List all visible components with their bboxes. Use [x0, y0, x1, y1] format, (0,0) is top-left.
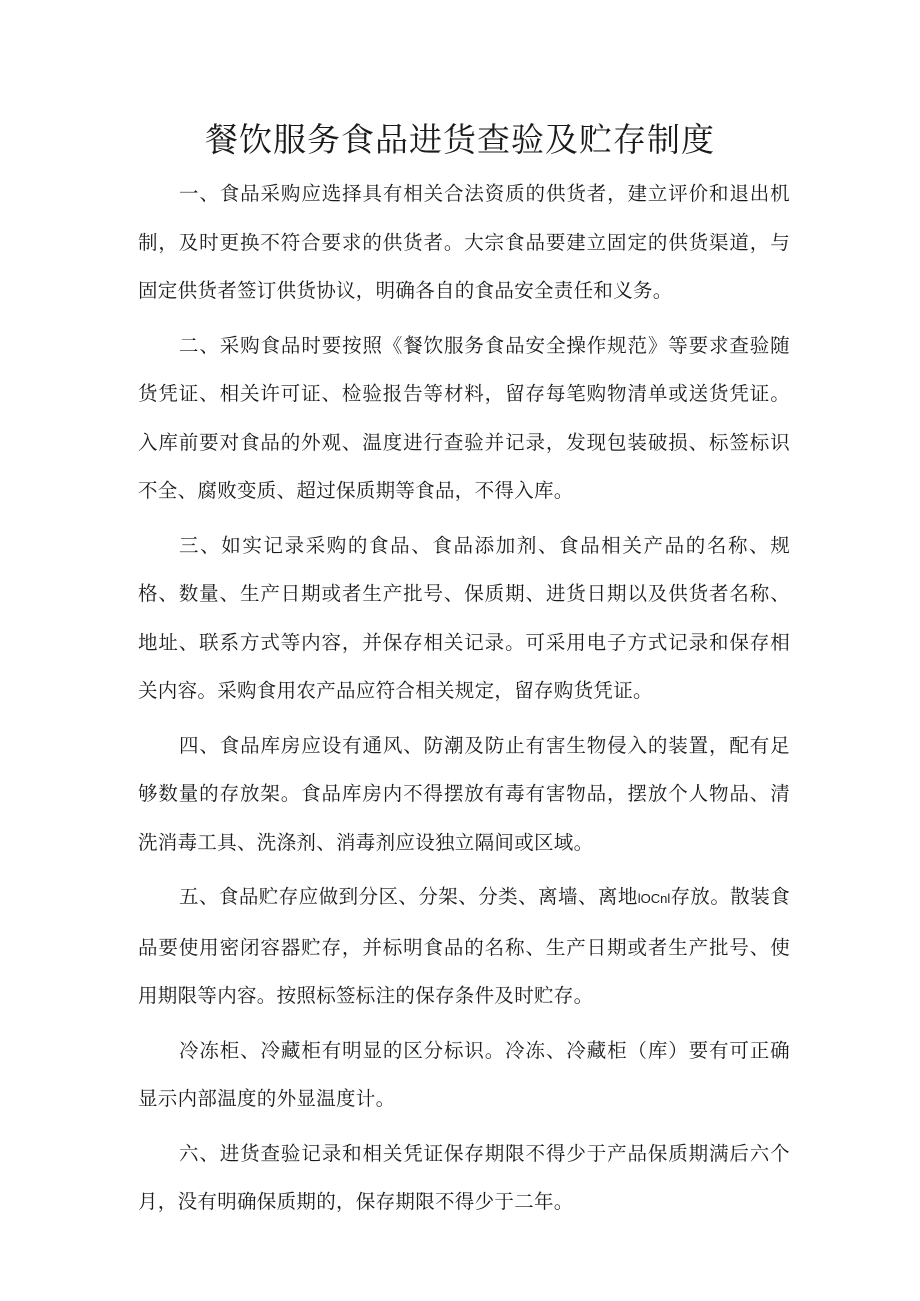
paragraph-5-inline-latin: lOCnl [637, 891, 671, 906]
document-body [138, 170, 790, 1233]
paragraph-1: 一、食品采购应选择具有相关合法资质的供货者，建立评价和退出机制，及时更换不符合要求的供货者。大宗食品要建立固定的供货渠道，与固定供货者签订供货协议，明确各自的食品安全责任和义务。 [138, 182, 790, 302]
document-title: 餐饮服务食品进货查验及贮存制度 [205, 120, 715, 159]
paragraph-5 [138, 873, 790, 1021]
paragraph-3: 三、如实记录采购的食品、食品添加剂、食品相关产品的名称、规格、数量、生产日期或者生产批号、保质期、进货日期以及供货者名称、地址、联系方式等内容，并保存相关记录。可采用电子方式记录和保存相关内容。采购食用农产品应符合相关规定，留存购货凭证。 [138, 533, 790, 702]
paragraph-5-text-before: 五、食品贮存应做到分区、分架、分类、离墙、离地 [179, 885, 638, 908]
paragraph-7: 六、进货查验记录和相关凭证保存期限不得少于产品保质期满后六个月，没有明确保质期的，保存期限不得少于二年。 [138, 1141, 790, 1213]
paragraph-2: 二、采购食品时要按照《餐饮服务食品安全操作规范》等要求查验随货凭证、相关许可证、检验报告等材料，留存每笔购物清单或送货凭证。入库前要对食品的外观、温度进行查验并记录，发现包装破损、标签标识不全、腐败变质、超过保质期等食品，不得入库。 [138, 333, 790, 502]
paragraph-5-text-after: 存放。散装食品要使用密闭容器贮存，并标明食品的名称、生产日期或者生产批号、使用期限等内容。按照标签标注的保存条件及时贮存。 [138, 885, 790, 1007]
paragraph-6: 冷冻柜、冷藏柜有明显的区分标识。冷冻、冷藏柜（库）要有可正确显示内部温度的外显温度计。 [138, 1038, 790, 1110]
paragraph-4: 四、食品库房应设有通风、防潮及防止有害生物侵入的装置，配有足够数量的存放架。食品库房内不得摆放有毒有害物品，摆放个人物品、清洗消毒工具、洗涤剂、消毒剂应设独立隔间或区域。 [138, 733, 790, 854]
